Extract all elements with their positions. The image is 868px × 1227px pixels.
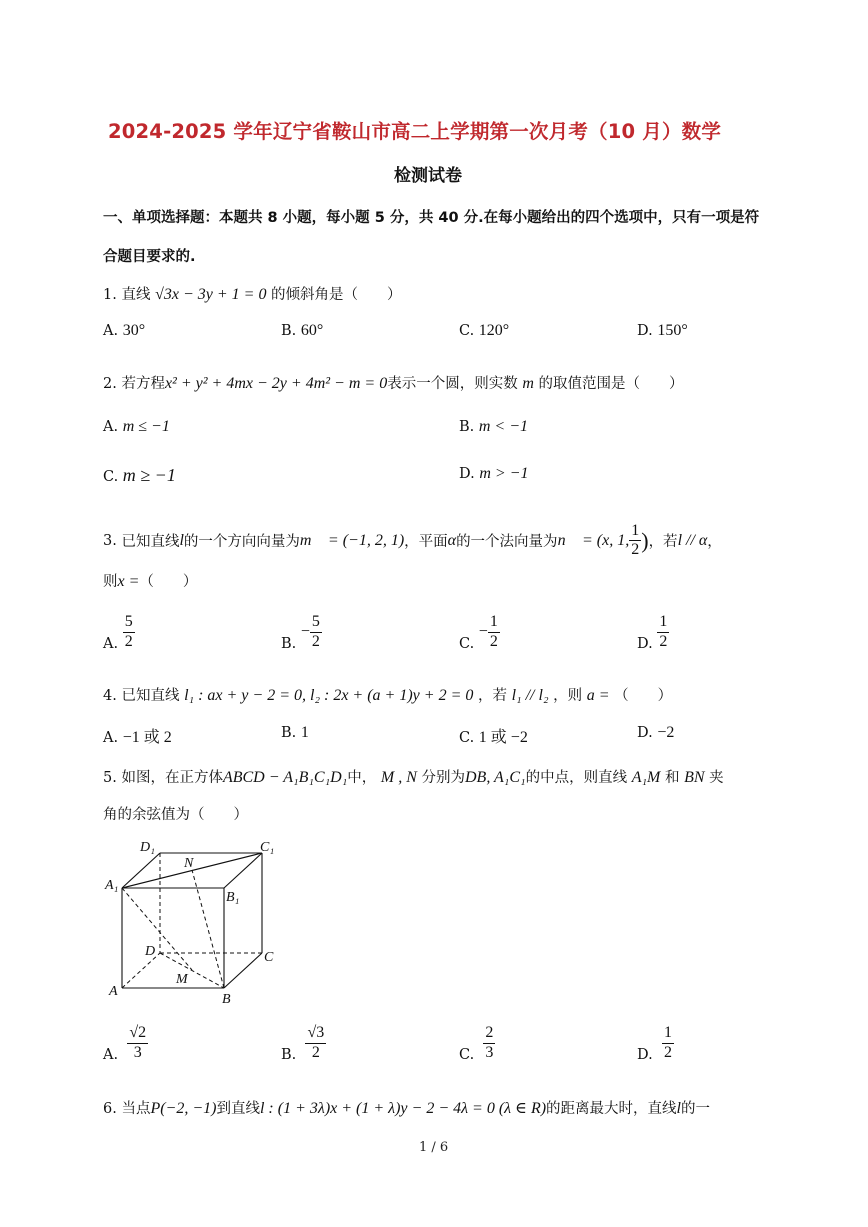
q4-option-d: D. −2 (637, 724, 675, 741)
equation: x² + y² + 4mx − 2y + 4m² − m = 0 (164, 375, 388, 392)
question-3: 3. 已知直线 l 的一个方向向量为 m⃗ = (−1, 2, 1) ，平面 α 的一个法向量为 n⃗ = (x, 1, $\frac{1}{2}$ ) ，若 l // α ， (103, 522, 722, 559)
cube-figure (100, 833, 290, 1008)
q4-option-a: A. −1 或 2 (103, 729, 172, 746)
question-2: 2. 若方程x² + y² + 4mx − 2y + 4m² − m = 0表示一个圆，则实数 m 的取值范围是（ ） (103, 375, 684, 392)
page-number: 1 / 6 (419, 1140, 449, 1155)
vector-n: n⃗ = (x, 1, (557, 531, 630, 549)
equation: √3x − 3y + 1 = 0 (155, 286, 267, 303)
q4-option-b: B. 1 (281, 724, 309, 741)
q1-option-c: C. 120° (459, 322, 510, 339)
label-d1: D₁ (140, 840, 155, 855)
question-3-line2: 则x =（ ） (103, 573, 198, 590)
question-5: 5. 如图，在正方体ABCD − A₁B₁C₁D₁中， M , N 分别为DB, A₁C₁的中点，则直线 A₁M 和 BN 夹 (103, 769, 724, 786)
page-title: 2024-2025 学年辽宁省鞍山市高二上学期第一次月考（10 月）数学 (108, 120, 722, 143)
label-b: B (222, 992, 231, 1007)
question-1 (103, 283, 402, 304)
q1-option-d: D. 150° (637, 322, 688, 339)
q2-option-b: B. m < −1 (459, 418, 529, 435)
q3-option-d: D. $\frac{1}{2}$ (637, 613, 668, 652)
q2-option-d: D. m > −1 (459, 465, 529, 482)
question-text: 直线 (121, 287, 151, 303)
question-text: 的倾斜角是（ ） (271, 287, 402, 303)
page-subtitle: 检测试卷 (394, 166, 462, 186)
fraction: $\frac{1}{2}$ (631, 522, 640, 559)
q1-option-b: B. 60° (281, 322, 324, 339)
hidden-diagonal-d-b (160, 953, 224, 988)
vector-m: m⃗ = (−1, 2, 1) (299, 531, 405, 549)
q3-option-c: C. − $\frac{1}{2}$ (459, 613, 498, 652)
hidden-line-a1-m (122, 888, 192, 970)
label-c: C (264, 950, 274, 965)
q3-option-b: B. − $\frac{5}{2}$ (281, 613, 320, 652)
label-n: N (184, 856, 194, 871)
q5-option-d: D. $\frac{1}{2}$ (637, 1024, 672, 1063)
label-a: A (109, 984, 118, 999)
q5-option-a: A. $\frac{√2}{3}$ (103, 1024, 147, 1063)
question-number: 1. (103, 287, 117, 303)
section-heading-line1: 一、单项选择题：本题共 8 小题，每小题 5 分，共 40 分.在每小题给出的四个选项中，只有一项是符 (103, 210, 760, 226)
q1-option-a: A. 30° (103, 322, 146, 339)
q4-option-c: C. 1 或 −2 (459, 729, 528, 746)
q2-option-c: C. m ≥ −1 (103, 465, 176, 485)
q2-option-a: A. m ≤ −1 (103, 418, 170, 435)
section-heading-line2: 合题目要求的. (103, 249, 196, 265)
label-m: M (176, 972, 188, 987)
question-4: 4. 已知直线 l₁ : ax + y − 2 = 0, l₂ : 2x + (a + 1)y + 2 = 0 ，若 l₁ // l₂ ，则 a = （ ） (103, 687, 673, 704)
q3-option-a: A. $\frac{5}{2}$ (103, 613, 133, 652)
label-b1: B₁ (226, 890, 240, 905)
label-a1: A₁ (105, 878, 119, 893)
q5-option-c: C. $\frac{2}{3}$ (459, 1024, 494, 1063)
question-6: 6. 当点P(−2, −1)到直线l : (1 + 3λ)x + (1 + λ)y − 2 − 4λ = 0 (λ ∈ R)的距离最大时，直线l的一 (103, 1100, 710, 1117)
edge-b-c (224, 953, 262, 988)
q5-option-b: B. $\frac{√3}{2}$ (281, 1024, 325, 1063)
label-c1: C₁ (260, 840, 275, 855)
equation: l : (1 + 3λ)x + (1 + λ)y − 2 − 4λ = 0 (λ ∈ R) (259, 1100, 547, 1117)
question-5-line2: 角的余弦值为（ ） (103, 807, 248, 823)
label-d: D (145, 944, 156, 959)
equation: l₁ : ax + y − 2 = 0, l₂ : 2x + (a + 1)y + 2 = 0 (184, 687, 474, 704)
